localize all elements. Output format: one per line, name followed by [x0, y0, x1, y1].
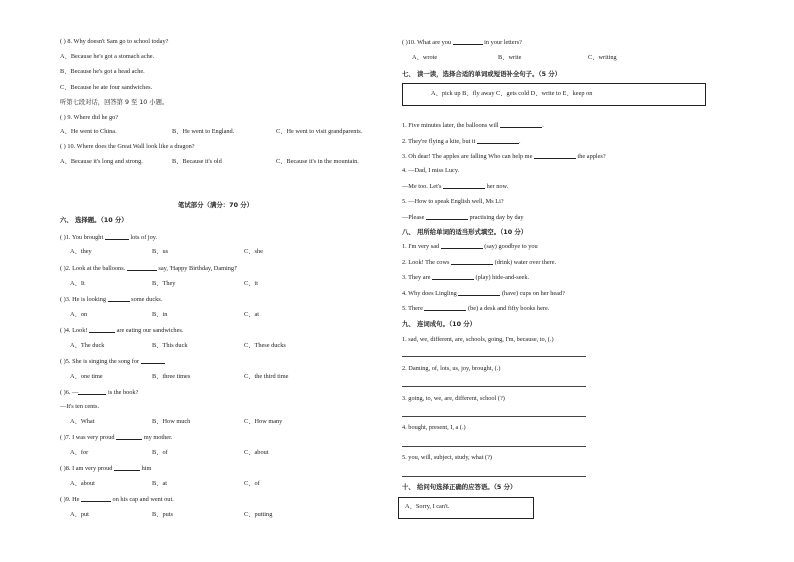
fill-q5: 5. —How to speak English well, Ms Li?	[402, 198, 504, 205]
option-c: C、These ducks	[244, 342, 286, 349]
answer-line	[402, 476, 586, 477]
option-c: C、putting	[244, 511, 273, 518]
answer-option-a: A、Sorry, I can't.	[405, 503, 450, 510]
form-q1: 1. I'm very sad (say) goodbye to you	[402, 243, 538, 250]
choice-q9: ( )9. He on his cap and went out.	[60, 496, 174, 503]
fill-q3: 3. Oh dear! The apples are falling Who can help me the apples?	[402, 153, 606, 160]
choice-q10: ( )10. What are you in your letters?	[402, 39, 522, 46]
listening-q9: ( ) 9. Where did he go?	[60, 114, 119, 121]
word-bank: A、pick up B、fly away C、gets cold D、write to E、keep on	[431, 90, 593, 97]
option-b: B、They	[152, 280, 176, 287]
option-b: B、Because it's old	[172, 158, 222, 165]
listening-note: 听第七段对话，回答第 9 至 10 小题。	[60, 99, 169, 106]
section-8-title: 八、 用所给单词的适当形式填空。（10 分）	[402, 228, 528, 236]
choice-q4: ( )4. Look! are eating our sandwiches.	[60, 327, 184, 334]
written-part-title: 笔试部分（满分：70 分）	[178, 201, 254, 209]
option-b: B、This duck	[152, 342, 188, 349]
word-bank-box	[402, 83, 706, 106]
choice-q8: ( )8. I am very proud him	[60, 465, 152, 472]
form-q2: 2. Look! The cows (drink) water over there.	[402, 259, 557, 266]
option-b: B、of	[152, 449, 168, 456]
listening-q8-option-b: B、Because he's got a head ache.	[60, 68, 145, 75]
option-b: B、puts	[152, 511, 173, 518]
fill-q1: 1. Five minutes later, the balloons will .	[402, 122, 544, 129]
section-9-title: 九、 连词成句。（10 分）	[402, 320, 477, 328]
section-10-title: 十、 给问句选择正确的应答语。（5 分）	[402, 483, 517, 491]
choice-q3: ( )3. He is looking some ducks.	[60, 296, 163, 303]
option-a: A、wrote	[412, 54, 438, 61]
choice-q6-reply: —It's ten cents.	[60, 403, 100, 410]
order-q5: 5. you, will, subject, study, what (?)	[402, 454, 493, 461]
answer-option-box	[398, 497, 534, 519]
section-6-title: 六、 选择题。（10 分）	[60, 216, 128, 224]
option-a: A、Because it's long and strong.	[60, 158, 143, 165]
section-7-title: 七、 读一读，选择合适的单词或短语补全句子。（5 分）	[402, 70, 562, 78]
fill-q5-reply: —Please practising day by day	[402, 214, 524, 221]
option-a: A、It	[70, 280, 85, 287]
option-c: C、writing	[588, 54, 617, 61]
option-b: B、write	[498, 54, 522, 61]
option-b: B、at	[152, 480, 168, 487]
order-q3: 3. going, to, we, are, different, school (?)	[402, 395, 505, 402]
option-a: A、about	[70, 480, 95, 487]
answer-line	[402, 356, 586, 357]
choice-q5: ( )5. She is singing the song for	[60, 357, 165, 366]
listening-q8: ( ) 8. Why doesn't Sam go to school today?	[60, 38, 169, 45]
option-b: B、in	[152, 311, 168, 318]
option-a: A、they	[70, 248, 92, 255]
form-q3: 3. They are (play) hide-and-seek.	[402, 274, 530, 281]
order-q4: 4. bought, present, I, a (.)	[402, 424, 466, 431]
fill-q4-reply: —Me too. Let's her now.	[402, 183, 509, 190]
choice-q6: ( )6. — is the book?	[60, 389, 139, 396]
option-c: C、of	[244, 480, 260, 487]
option-b: B、How much	[152, 418, 191, 425]
option-a: A、put	[70, 511, 89, 518]
option-a: A、He went to China.	[60, 128, 117, 135]
listening-q10: ( ) 10. Where does the Great Wall look like a dragon?	[60, 143, 195, 150]
option-c: C、the third time	[244, 373, 289, 380]
option-a: A、for	[70, 449, 89, 456]
option-b: B、He went to England.	[172, 128, 235, 135]
option-b: B、us	[152, 248, 169, 255]
option-c: C、Because it's in the mountain.	[276, 158, 359, 165]
choice-q1: ( )1. You brought lots of joy.	[60, 234, 158, 241]
listening-q8-option-c: C、Because he ate four sandwiches.	[60, 84, 153, 91]
form-q4: 4. Why does Lingling (have) cups on her head?	[402, 290, 565, 297]
option-b: B、three times	[152, 373, 191, 380]
listening-q8-option-a: A、Because he's got a stomach ache.	[60, 53, 155, 60]
form-q5: 5. There (be) a desk and fifty books here.	[402, 305, 550, 312]
option-a: A、on	[70, 311, 88, 318]
answer-line	[402, 386, 586, 387]
fill-q4: 4. —Dad, I miss Lucy.	[402, 167, 460, 174]
option-c: C、it	[244, 280, 258, 287]
option-a: A、What	[70, 418, 95, 425]
answer-line	[402, 416, 586, 417]
order-q2: 2. Daming, of, lots, us, joy, brought, (.)	[402, 365, 501, 372]
option-c: C、He went to visit grandparents.	[276, 128, 363, 135]
option-a: A、The duck	[70, 342, 105, 349]
option-c: C、about	[244, 449, 269, 456]
choice-q7: ( )7. I was very proud my mother.	[60, 434, 173, 441]
option-c: C、she	[244, 248, 263, 255]
option-c: C、How many	[244, 418, 283, 425]
choice-q2: ( )2. Look at the balloons. say, 'Happy Birthday, Daming!'	[60, 265, 238, 272]
order-q1: 1. sad, we, different, are, schools, going, I'm, because, to, (.)	[402, 336, 554, 343]
answer-line	[402, 446, 586, 447]
fill-q2: 2. They're flying a kite, but it .	[402, 138, 521, 145]
option-a: A、one time	[70, 373, 103, 380]
option-c: C、at	[244, 311, 260, 318]
